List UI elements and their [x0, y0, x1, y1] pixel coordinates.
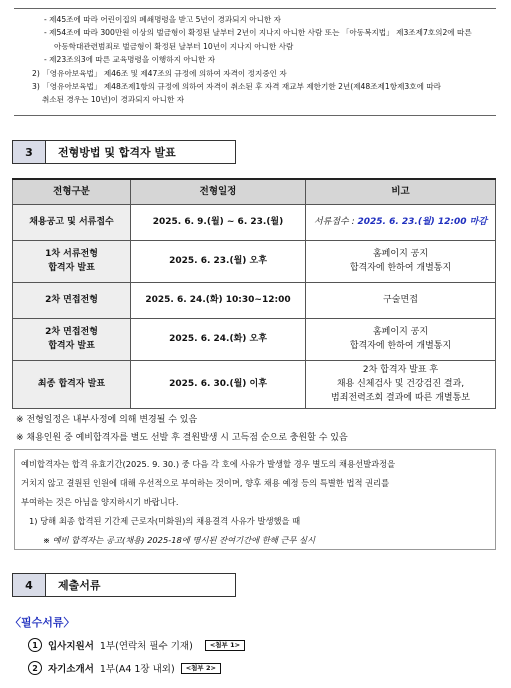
disqualification-list-box — [14, 8, 496, 116]
reserve-condition: 1) 당해 최종 합격된 기간제 근로자(미화원)의 채용결격 사유가 발생했을 때 — [29, 516, 301, 526]
note-prefix: 서류접수 : — [313, 217, 358, 227]
header-stage: 전형구분 — [13, 179, 131, 204]
section-3-header — [12, 140, 236, 164]
disqualification-line: 2) 「영유아보육법」 제46조 및 제47조의 규정에 의하여 자격이 정지중인 자 — [32, 68, 287, 78]
reserve-candidate-box — [14, 449, 496, 550]
note-cell: 2차 합격자 발표 후 채용 신체검사 및 건강검진 결과, 범죄전력조회 결과에 따른 개별통보 — [306, 360, 496, 408]
date-cell: 2025. 6. 24.(화) 오후 — [131, 318, 306, 360]
doc-desc: 1부(A4 1장 내외) — [99, 664, 175, 675]
disqualification-line: - 제54조에 따라 300만원 이상의 벌금형이 확정된 날부터 2년이 지나지 아니한 사람 또는 「아동복지법」 제3조제7호의2에 따른 — [44, 28, 472, 38]
list-item — [28, 638, 245, 652]
header-date: 전형일정 — [131, 179, 306, 204]
section-number: 3 — [12, 140, 46, 164]
list-item — [28, 661, 221, 675]
date-cell: 2025. 6. 30.(월) 이후 — [131, 360, 306, 408]
disqualification-line: 아동학대관련범죄로 벌금형이 확정된 날부터 10년이 지나지 아니한 사람 — [54, 41, 294, 51]
disqualification-line: 취소된 경우는 10년)이 경과되지 아니한 자 — [42, 95, 185, 105]
date-cell: 2025. 6. 24.(화) 10:30~12:00 — [131, 282, 306, 318]
circled-number-icon: 2 — [28, 661, 42, 675]
table-row — [13, 204, 496, 240]
section-title: 제출서류 — [46, 573, 236, 597]
note-cell: 구술면접 — [306, 282, 496, 318]
stage-cell: 1차 서류전형 합격자 발표 — [13, 240, 131, 282]
circled-number-icon: 1 — [28, 638, 42, 652]
disqualification-line: - 제23조의3에 따른 교육명령을 이행하지 아니한 자 — [44, 55, 216, 65]
table-row — [13, 282, 496, 318]
section-number: 4 — [12, 573, 46, 597]
date-cell: 2025. 6. 9.(월) ~ 6. 23.(월) — [131, 204, 306, 240]
table-row — [13, 360, 496, 408]
note-cell — [306, 204, 496, 240]
deadline-highlight: 2025. 6. 23.(월) 12:00 마감 — [357, 217, 488, 227]
disqualification-line: 3) 「영유아보육법」 제48조제1항의 규정에 의하여 자격이 취소된 후 자격 재교부 제한기한 2년(제48조제1항제3호에 따라 — [32, 82, 441, 92]
note-cell: 홈페이지 공지 합격자에 한하여 개별통지 — [306, 240, 496, 282]
section-4-header — [12, 573, 236, 597]
schedule-note: ※ 전형일정은 내부사정에 의해 변경될 수 있음 — [16, 415, 198, 425]
stage-cell: 채용공고 및 서류접수 — [13, 204, 131, 240]
section-title: 전형방법 및 합격자 발표 — [46, 140, 236, 164]
stage-cell: 2차 면접전형 — [13, 282, 131, 318]
doc-desc: 1부(연락처 필수 기재) — [99, 641, 193, 652]
header-note: 비고 — [306, 179, 496, 204]
table-header-row — [13, 179, 496, 204]
date-cell: 2025. 6. 23.(월) 오후 — [131, 240, 306, 282]
reserve-text-line: 부여하는 것은 아님을 양지하시기 바랍니다. — [21, 497, 179, 507]
schedule-table — [12, 178, 496, 409]
reserve-text-line: 거치지 않고 결원된 인원에 대해 우선적으로 부여하는 것이며, 향후 채용 예정 등의 특별한 법적 권리를 — [21, 478, 390, 488]
stage-cell: 최종 합격자 발표 — [13, 360, 131, 408]
disqualification-line: - 제45조에 따라 어린이집의 폐쇄명령을 받고 5년이 경과되지 아니한 자 — [44, 15, 282, 24]
reserve-note: ※ 채용인원 중 예비합격자를 별도 선발 후 결원발생 시 고득점 순으로 충원할 수 있음 — [16, 433, 348, 443]
required-docs-title: 〈필수서류〉 — [10, 616, 75, 629]
table-row — [13, 318, 496, 360]
stage-cell: 2차 면접전형 합격자 발표 — [13, 318, 131, 360]
reserve-remark: ※ 예비 합격자는 공고(채용) 2025-18에 명시된 잔여기간에 한해 근무 실시 — [43, 535, 316, 545]
doc-name: 입사지원서 — [48, 641, 94, 652]
reserve-text-line: 예비합격자는 합격 유효기간(2025. 9. 30.) 중 다음 각 호에 사유가 발생할 경우 별도의 채용선발과정을 — [21, 459, 396, 469]
attachment-tag: <첨부 1> — [205, 640, 245, 651]
doc-name: 자기소개서 — [48, 664, 94, 675]
attachment-tag: <첨부 2> — [181, 663, 221, 674]
note-cell: 홈페이지 공지 합격자에 한하여 개별통지 — [306, 318, 496, 360]
table-row — [13, 240, 496, 282]
